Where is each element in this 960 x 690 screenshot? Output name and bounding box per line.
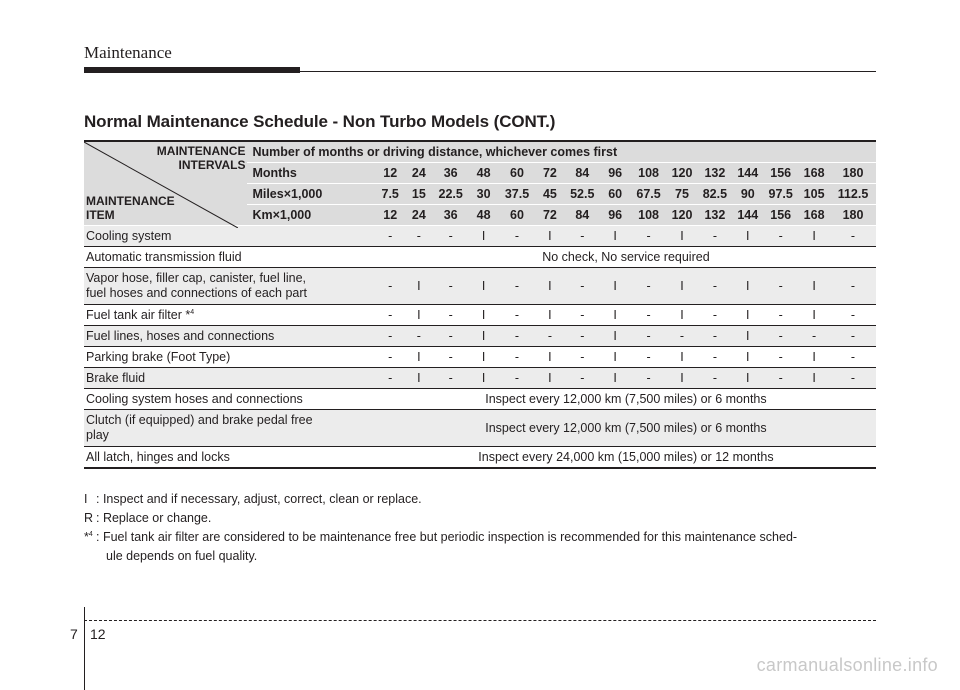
item-name-text: Parking brake (Foot Type) (86, 350, 231, 364)
interval-value: 36 (433, 205, 468, 226)
check-cell: I (405, 347, 434, 368)
legend-text-line: ule depends on fuel quality. (106, 549, 258, 563)
interval-value: 97.5 (763, 184, 798, 205)
check-cell: - (830, 305, 876, 326)
interval-row-label: Miles×1,000 (247, 184, 375, 205)
table-row (84, 389, 876, 410)
maintenance-item-name (84, 305, 376, 326)
maintenance-item-name (84, 226, 376, 247)
check-cell: - (376, 226, 405, 247)
item-name-text: Cooling system hoses and connections (86, 392, 303, 406)
maintenance-item-name (84, 247, 376, 268)
check-cell: - (376, 368, 405, 389)
interval-value: 15 (405, 184, 434, 205)
legend-note (84, 509, 880, 528)
interval-value: 96 (600, 205, 631, 226)
interval-value: 30 (468, 184, 499, 205)
check-cell: I (798, 347, 830, 368)
check-cell: - (376, 326, 405, 347)
check-cell: I (732, 326, 763, 347)
check-cell: I (535, 305, 565, 326)
section-title: Maintenance (84, 43, 172, 62)
maintenance-item-name (84, 447, 376, 469)
interval-value: 120 (667, 163, 698, 184)
check-cell: - (405, 226, 434, 247)
interval-value: 90 (732, 184, 763, 205)
check-cell: I (667, 368, 698, 389)
check-cell: I (600, 226, 631, 247)
maintenance-schedule-table (84, 140, 876, 469)
check-cell: I (468, 347, 499, 368)
check-cell: I (667, 268, 698, 305)
maintenance-item-name (84, 410, 376, 447)
interval-value: 22.5 (433, 184, 468, 205)
check-cell: I (798, 368, 830, 389)
chapter-number: 7 (70, 626, 78, 642)
interval-value: 156 (763, 205, 798, 226)
interval-value: 24 (405, 163, 434, 184)
check-cell: - (499, 268, 535, 305)
check-cell: I (535, 226, 565, 247)
check-cell: - (763, 326, 798, 347)
table-row (84, 368, 876, 389)
interval-value: 144 (732, 205, 763, 226)
interval-value: 180 (830, 205, 876, 226)
interval-value: 168 (798, 163, 830, 184)
service-note: Inspect every 12,000 km (7,500 miles) or 6 months (376, 389, 876, 410)
legend-note (84, 490, 880, 509)
check-cell: I (468, 326, 499, 347)
check-cell: - (830, 268, 876, 305)
check-cell: - (798, 326, 830, 347)
check-cell: I (732, 368, 763, 389)
interval-row-label: Km×1,000 (247, 205, 375, 226)
check-cell: - (499, 226, 535, 247)
check-cell: - (499, 326, 535, 347)
check-cell: I (535, 268, 565, 305)
check-cell: - (631, 368, 667, 389)
check-cell: I (600, 326, 631, 347)
check-cell: - (433, 268, 468, 305)
interval-value: 132 (697, 163, 732, 184)
check-cell: - (763, 226, 798, 247)
check-cell: I (405, 268, 434, 305)
page-number: 12 (90, 626, 106, 642)
check-cell: - (631, 268, 667, 305)
service-note: No check, No service required (376, 247, 876, 268)
header-rule-thick (84, 67, 300, 73)
check-cell: - (697, 268, 732, 305)
interval-value: 72 (535, 205, 565, 226)
table-row (84, 326, 876, 347)
legend-key (84, 528, 96, 566)
table-corner-cell (84, 141, 247, 226)
service-note: Inspect every 12,000 km (7,500 miles) or 6 months (376, 410, 876, 447)
check-cell: - (763, 305, 798, 326)
check-cell: - (697, 368, 732, 389)
check-cell: - (631, 226, 667, 247)
check-cell: - (433, 226, 468, 247)
maintenance-item-name (84, 368, 376, 389)
maintenance-item-name (84, 347, 376, 368)
check-cell: - (697, 326, 732, 347)
check-cell: I (468, 305, 499, 326)
legend-text-line: : Fuel tank air filter are considered to be maintenance free but periodic inspection is recommended for this maintenance sched- (96, 530, 798, 544)
table-row (84, 226, 876, 247)
interval-value: 144 (732, 163, 763, 184)
check-cell: - (631, 305, 667, 326)
interval-value: 48 (468, 163, 499, 184)
check-cell: I (732, 305, 763, 326)
check-cell: I (600, 368, 631, 389)
interval-value: 84 (565, 205, 600, 226)
corner-intervals-label (157, 144, 246, 172)
check-cell: I (798, 226, 830, 247)
check-cell: - (405, 326, 434, 347)
interval-value: 108 (631, 163, 667, 184)
check-cell: I (600, 268, 631, 305)
interval-value: 48 (468, 205, 499, 226)
interval-value: 156 (763, 163, 798, 184)
item-name-text: All latch, hinges and locks (86, 450, 230, 464)
item-name-text: Fuel tank air filter * (86, 308, 191, 322)
interval-value: 12 (376, 163, 405, 184)
check-cell: - (830, 326, 876, 347)
interval-value: 45 (535, 184, 565, 205)
legend-key (84, 490, 96, 509)
check-cell: - (565, 347, 600, 368)
legend-note (84, 528, 880, 566)
interval-value: 24 (405, 205, 434, 226)
interval-value: 12 (376, 205, 405, 226)
check-cell: - (830, 226, 876, 247)
interval-value: 168 (798, 205, 830, 226)
corner-intervals-line2: INTERVALS (178, 158, 246, 172)
item-name-line: Clutch (if equipped) and brake pedal free (86, 413, 313, 427)
check-cell: I (667, 226, 698, 247)
interval-value: 52.5 (565, 184, 600, 205)
interval-value: 105 (798, 184, 830, 205)
table-row (84, 347, 876, 368)
watermark: carmanualsonline.info (756, 655, 938, 675)
interval-value: 96 (600, 163, 631, 184)
footnote-marker: 4 (190, 308, 195, 316)
check-cell: - (433, 368, 468, 389)
interval-value: 180 (830, 163, 876, 184)
check-cell: I (600, 305, 631, 326)
maintenance-item-name (84, 389, 376, 410)
check-cell: - (830, 347, 876, 368)
check-cell: - (667, 326, 698, 347)
check-cell: - (763, 268, 798, 305)
check-cell: - (565, 368, 600, 389)
legend-text (96, 509, 880, 528)
check-cell: - (535, 326, 565, 347)
table-row (84, 410, 876, 447)
item-name-line: fuel hoses and connections of each part (86, 286, 307, 300)
check-cell: I (405, 305, 434, 326)
check-cell: - (697, 226, 732, 247)
check-cell: - (631, 347, 667, 368)
interval-value: 84 (565, 163, 600, 184)
interval-value: 72 (535, 163, 565, 184)
check-cell: - (697, 305, 732, 326)
legend-key-text: R (84, 511, 94, 525)
check-cell: I (667, 305, 698, 326)
check-cell: - (631, 326, 667, 347)
interval-value: 82.5 (697, 184, 732, 205)
interval-value: 60 (499, 163, 535, 184)
service-note: Inspect every 24,000 km (15,000 miles) or 12 months (376, 447, 876, 469)
corner-item-label (86, 194, 175, 222)
footnote-marker: 4 (88, 530, 93, 538)
table-row (84, 268, 876, 305)
check-cell: - (376, 347, 405, 368)
corner-item-line1: MAINTENANCE (86, 194, 175, 208)
check-cell: - (830, 368, 876, 389)
maintenance-item-name (84, 326, 376, 347)
interval-value: 7.5 (376, 184, 405, 205)
maintenance-item-name (84, 268, 376, 305)
legend-key (84, 509, 96, 528)
check-cell: I (667, 347, 698, 368)
check-cell: - (565, 305, 600, 326)
table-title: Normal Maintenance Schedule - Non Turbo Models (CONT.) (84, 112, 556, 131)
check-cell: I (732, 347, 763, 368)
interval-value: 120 (667, 205, 698, 226)
legend-text-line: : Replace or change. (96, 511, 212, 525)
check-cell: I (535, 347, 565, 368)
corner-intervals-line1: MAINTENANCE (156, 144, 246, 158)
interval-value: 60 (600, 184, 631, 205)
interval-value: 112.5 (830, 184, 876, 205)
check-cell: I (405, 368, 434, 389)
check-cell: - (499, 368, 535, 389)
item-name-line: Vapor hose, filler cap, canister, fuel line, (86, 271, 307, 285)
check-cell: - (697, 347, 732, 368)
check-cell: I (468, 226, 499, 247)
item-name-text: Fuel lines, hoses and connections (86, 329, 275, 343)
check-cell: - (433, 326, 468, 347)
interval-value: 36 (433, 163, 468, 184)
check-cell: - (376, 268, 405, 305)
interval-value: 37.5 (499, 184, 535, 205)
check-cell: I (732, 268, 763, 305)
check-cell: I (468, 368, 499, 389)
interval-value: 132 (697, 205, 732, 226)
legend-text (96, 528, 880, 566)
check-cell: - (499, 305, 535, 326)
check-cell: I (468, 268, 499, 305)
interval-value: 67.5 (631, 184, 667, 205)
check-cell: I (535, 368, 565, 389)
item-name-text: Brake fluid (86, 371, 146, 385)
check-cell: - (433, 347, 468, 368)
check-cell: I (798, 268, 830, 305)
interval-value: 75 (667, 184, 698, 205)
item-name-text: Cooling system (86, 229, 172, 243)
legend-key-text: I (84, 492, 88, 506)
check-cell: - (565, 268, 600, 305)
interval-row-label: Months (247, 163, 375, 184)
legend-notes (84, 490, 880, 566)
table-row (84, 447, 876, 469)
item-name-text: Automatic transmission fluid (86, 250, 242, 264)
check-cell: I (732, 226, 763, 247)
header-row-top (84, 141, 876, 163)
page-footer-rule (84, 620, 876, 621)
check-cell: - (433, 305, 468, 326)
header-rule-thin (300, 71, 876, 72)
check-cell: - (499, 347, 535, 368)
interval-value: 108 (631, 205, 667, 226)
interval-header: Number of months or driving distance, whichever comes first (247, 141, 876, 163)
check-cell: - (565, 326, 600, 347)
check-cell: I (600, 347, 631, 368)
table-row (84, 247, 876, 268)
legend-text (96, 490, 880, 509)
check-cell: I (798, 305, 830, 326)
item-name-line: play (86, 428, 109, 442)
interval-value: 60 (499, 205, 535, 226)
check-cell: - (565, 226, 600, 247)
table-row (84, 305, 876, 326)
check-cell: - (376, 305, 405, 326)
corner-item-line2: ITEM (86, 208, 115, 222)
check-cell: - (763, 347, 798, 368)
check-cell: - (763, 368, 798, 389)
legend-key-text: * (84, 530, 89, 544)
legend-text-line: : Inspect and if necessary, adjust, correct, clean or replace. (96, 492, 422, 506)
